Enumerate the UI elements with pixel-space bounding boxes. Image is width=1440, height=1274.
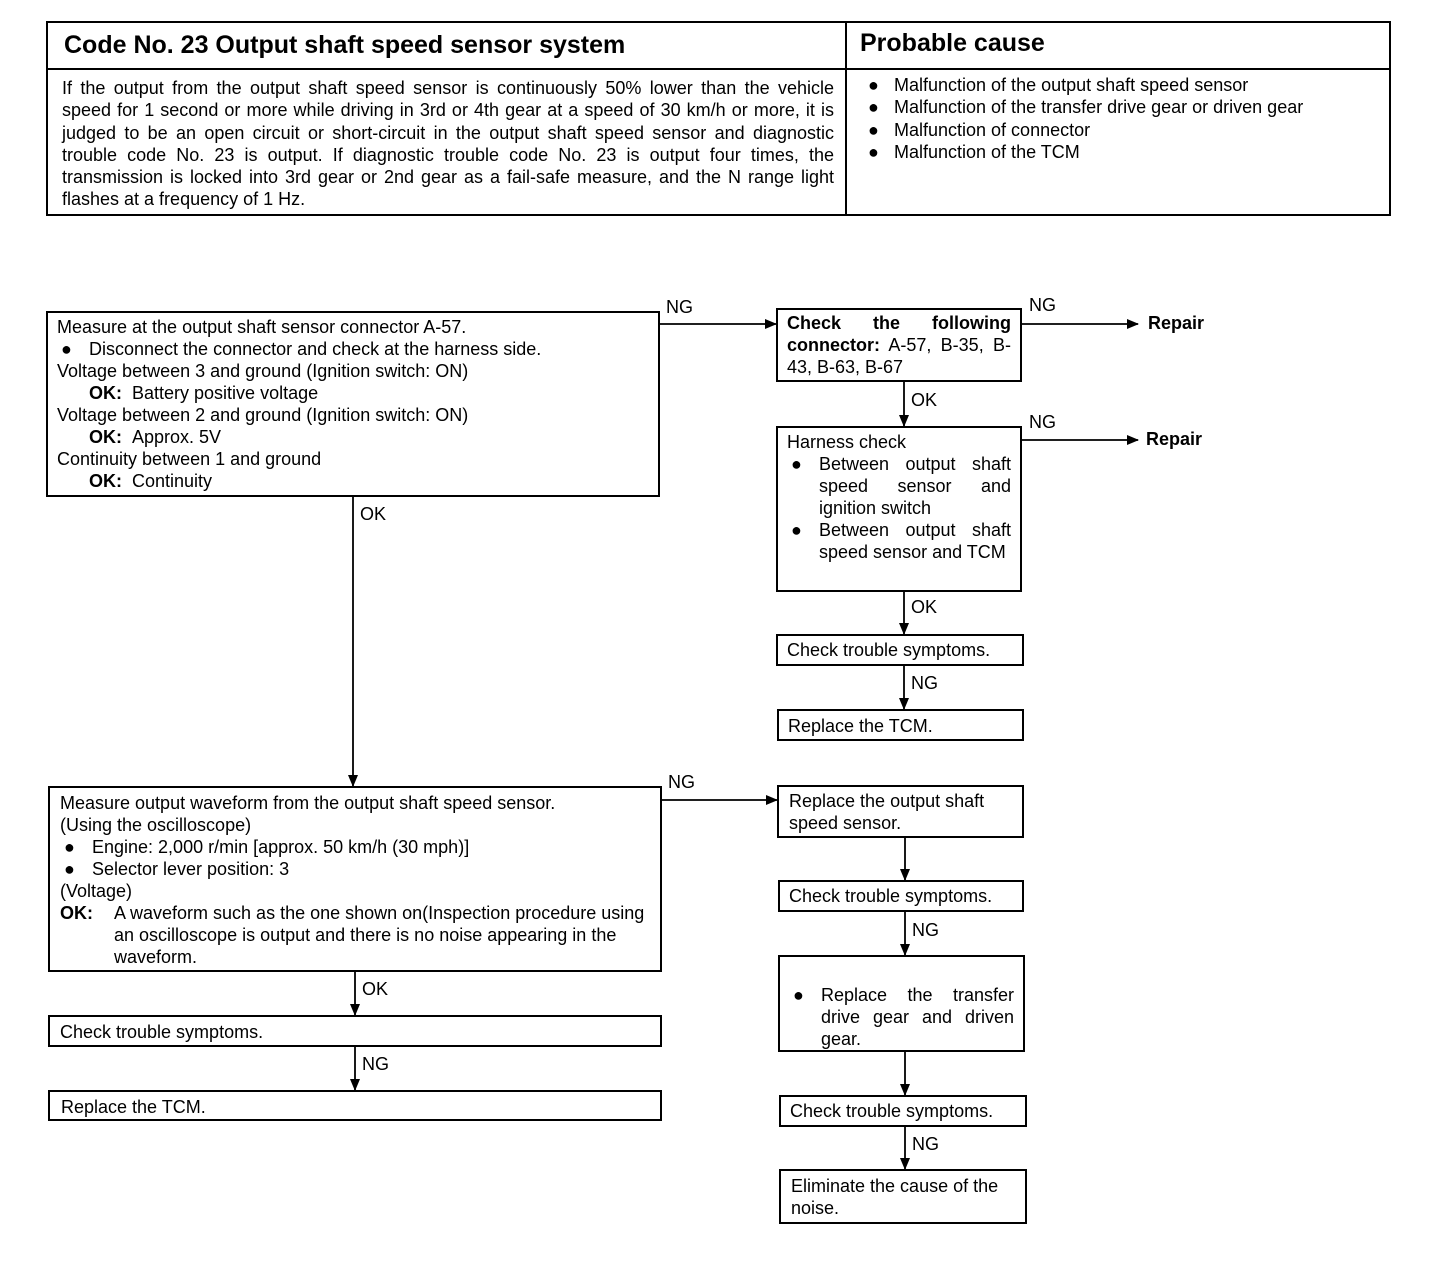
- bullet-icon: ●: [868, 141, 879, 162]
- bullet-icon: ●: [791, 454, 802, 474]
- probable-cause-title: Probable cause: [860, 29, 1045, 57]
- repair-label: Repair: [1148, 313, 1205, 333]
- ng-label: NG: [1029, 412, 1056, 432]
- check-symptoms-box: Check trouble symptoms.: [779, 1095, 1027, 1127]
- cause-item: ● Malfunction of the TCM: [868, 141, 1080, 162]
- bullet-icon: ●: [868, 119, 879, 140]
- ng-label: NG: [912, 920, 939, 940]
- replace-sensor-box: Replace the output shaft speed sensor.: [777, 785, 1024, 838]
- ng-label: NG: [668, 772, 695, 792]
- ok-label: OK: [911, 597, 938, 617]
- repair-label: Repair: [1146, 429, 1203, 449]
- bullet-icon: ●: [868, 97, 879, 118]
- replace-gear-box: ● Replace the transfer drive gear and driven gear.: [778, 955, 1025, 1052]
- cause-item: ● Malfunction of the output shaft speed sensor: [868, 75, 1249, 95]
- check-symptoms-box: Check trouble symptoms.: [48, 1015, 662, 1047]
- cause-item: ● Malfunction of the transfer drive gear or driven gear: [868, 97, 1304, 118]
- eliminate-noise-box: Eliminate the cause of the noise.: [779, 1169, 1027, 1224]
- ng-label: NG: [362, 1054, 389, 1074]
- bullet-icon: ●: [64, 859, 75, 879]
- measure-waveform-box: Measure output waveform from the output shaft speed sensor. (Using the oscilloscope) ● Engine: 2,000 r/min [approx. 50 km/h (30 mph)] ● Selector lever position: 3 (Voltage) OK: A waveform such as the one shown on(Inspection procedure using an oscilloscope is output and there is no noise appearing in the waveform.: [48, 786, 662, 972]
- ok-label: OK: [360, 504, 387, 524]
- ng-label: NG: [912, 1134, 939, 1154]
- connector-check-box: Check the following connector: A-57, B-35, B-43, B-63, B-67: [776, 308, 1022, 382]
- code-description: If the output from the output shaft speed sensor is continuously 50% lower than the vehicle speed for 1 second or more while driving in 3rd or 4th gear at a speed of 30 km/h or more, it is judged to be an open circuit or short-circuit in the output shaft speed sensor and diagnostic trouble code No. 23 is output. If diagnostic trouble code No. 23 is output four times, the transmission is locked into 3rd gear or 2nd gear as a fail-safe measure, and the N range light flashes at a frequency of 1 Hz.: [62, 78, 834, 210]
- bullet-icon: ●: [868, 75, 879, 95]
- measure-connector-box: Measure at the output shaft sensor connector A-57. ● Disconnect the connector and check at the harness side. Voltage between 3 and ground (Ignition switch: ON) OK: Battery positive voltage Voltage between 2 and ground (Ignition switch: ON) OK: Approx. 5V Continuity between 1 and ground OK: Continuity: [46, 311, 660, 497]
- harness-check-box: Harness check ● Between output shaft speed sensor and ignition switch ● Between output shaft speed sensor and TCM: [776, 426, 1022, 592]
- replace-tcm-box: Replace the TCM.: [48, 1090, 662, 1121]
- ng-label: NG: [1029, 295, 1056, 315]
- bullet-icon: ●: [791, 520, 802, 540]
- bullet-icon: ●: [64, 837, 75, 857]
- ok-label: OK: [911, 390, 938, 410]
- ng-label: NG: [666, 297, 693, 317]
- bullet-icon: ●: [793, 985, 804, 1005]
- check-symptoms-box: Check trouble symptoms.: [778, 880, 1024, 912]
- ok-label: OK: [362, 979, 389, 999]
- replace-tcm-box: Replace the TCM.: [777, 709, 1024, 741]
- cause-item: ● Malfunction of connector: [868, 119, 1091, 140]
- bullet-icon: ●: [61, 339, 72, 359]
- ng-label: NG: [911, 673, 938, 693]
- code-title: Code No. 23 Output shaft speed sensor system: [64, 31, 626, 59]
- check-symptoms-box: Check trouble symptoms.: [776, 634, 1024, 666]
